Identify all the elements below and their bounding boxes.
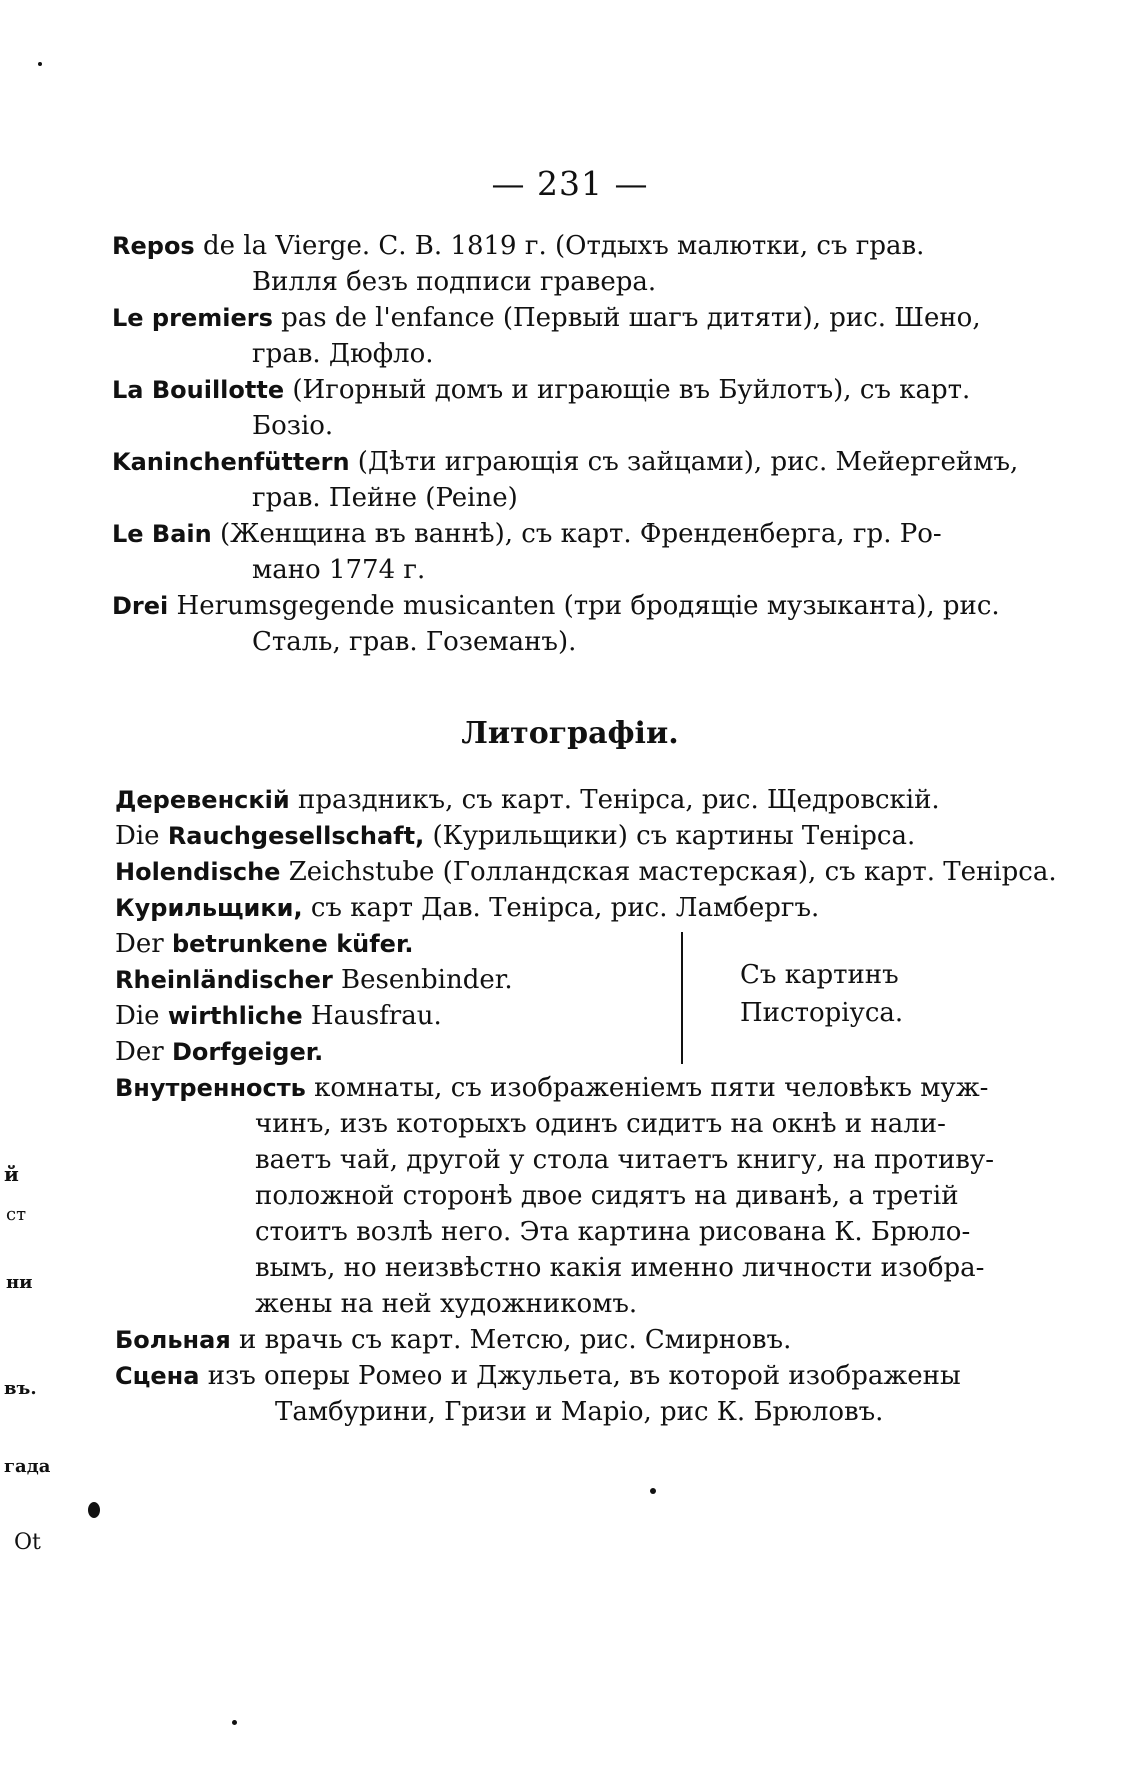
- entry-keyword: Le premiers: [112, 304, 273, 332]
- bracket-note-line: Пистоpіуса.: [740, 998, 904, 1028]
- entry-keyword: Holendische: [115, 858, 281, 886]
- litho-entry-scene: [115, 1358, 975, 1430]
- entry-continuation: вымъ, но неизвѣстно какія именно личности изобра-: [255, 1253, 985, 1283]
- margin-fragment: ни: [6, 1272, 33, 1293]
- section-heading: Литографіи.: [461, 716, 679, 751]
- litho-entry-3: [115, 854, 1057, 890]
- margin-fragment: въ.: [4, 1378, 37, 1399]
- entry-text: Herumsgegende musicanten (три бродящіе музыканта), рис.: [168, 591, 1000, 621]
- entry-text: pas de l'enfance (Первый шагъ дитяти), рис. Шено,: [272, 303, 981, 333]
- entry-continuation: грав. Пейне (Peine): [252, 483, 518, 513]
- entry-repos: [112, 228, 972, 300]
- lithographs-list: [115, 782, 1057, 1430]
- entry-continuation: Бозіо.: [252, 411, 334, 441]
- entry-continuation: жены на ней художникомъ.: [255, 1289, 638, 1319]
- group-item-keyword: wirthliche: [167, 1002, 303, 1030]
- group-item-prefix: Der: [115, 1037, 172, 1067]
- entry-bouillotte: [112, 372, 972, 444]
- entry-continuation: грав. Дюфло.: [252, 339, 434, 369]
- entry-bain: [112, 516, 972, 588]
- entry-kaninchen: [112, 444, 1019, 516]
- ink-speck: [38, 62, 42, 66]
- entry-keyword: Курильщики,: [115, 894, 303, 922]
- margin-fragment: й: [4, 1162, 19, 1186]
- ink-speck: [88, 1502, 100, 1518]
- entry-continuation: Вилля безъ подписи гравера.: [252, 267, 657, 297]
- entry-keyword: Деревенскій: [115, 786, 290, 814]
- entry-keyword: Сцена: [115, 1362, 200, 1390]
- group-item-prefix: Die: [115, 1001, 168, 1031]
- margin-fragment: Ot: [14, 1530, 41, 1555]
- entry-keyword: Внутренность: [115, 1074, 306, 1102]
- entry-continuation: ваетъ чай, другой у стола читаетъ книгу, на противу-: [255, 1145, 995, 1175]
- entry-text: комнаты, съ изображеніемъ пяти человѣкъ муж-: [305, 1073, 989, 1103]
- entry-text: съ карт Дав. Тенірса, рис. Ламбергъ.: [302, 893, 820, 923]
- entry-keyword: Rauchgesellschaft,: [167, 822, 425, 850]
- entry-text: изъ оперы Ромео и Джульета, въ которой изображены: [199, 1361, 961, 1391]
- entry-continuation: положной сторонѣ двое сидятъ на диванѣ, а третій: [255, 1181, 959, 1211]
- bracket-note: [740, 956, 903, 1032]
- litho-entry-1: [115, 782, 975, 818]
- margin-fragment: гада: [4, 1456, 51, 1477]
- group-item: [115, 1034, 975, 1070]
- litho-entry-interior: [115, 1070, 995, 1322]
- entry-keyword: Repos: [112, 232, 195, 260]
- group-item-text: Hausfrau.: [302, 1001, 442, 1031]
- page-number: — 231 —: [491, 164, 649, 203]
- entry-premiers: [112, 300, 981, 372]
- ink-speck: [232, 1720, 237, 1725]
- entry-keyword: Le Bain: [112, 520, 212, 548]
- group-item-keyword: Dorfgeiger.: [171, 1038, 324, 1066]
- entry-text: и врачь съ карт. Метсю, рис. Смирновъ.: [230, 1325, 792, 1355]
- group-item-keyword: betrunkene küfer.: [171, 930, 414, 958]
- litho-entry-4: [115, 890, 975, 926]
- entry-text: (Дѣти играющія съ зайцами), рис. Мейергеймъ,: [349, 447, 1019, 477]
- entry-continuation: стоитъ возлѣ него. Эта картина рисована К. Брюло-: [255, 1217, 971, 1247]
- entry-text: (Игорный домъ и играющіе въ Буйлотъ), съ карт.: [284, 375, 971, 405]
- entry-text: de la Vierge. С. В. 1819 г. (Отдыхъ малютки, съ грав.: [194, 231, 925, 261]
- entry-continuation: Тамбурини, Гризи и Маріо, рис К. Брюловъ.: [275, 1397, 884, 1427]
- entry-text: Zeichstube (Голландская мастерская), съ карт. Тенірса.: [280, 857, 1057, 887]
- entry-drei: [112, 588, 1000, 660]
- group-item-prefix: Der: [115, 929, 172, 959]
- entry-continuation: чинъ, изъ которыхъ одинъ сидитъ на окнѣ и нали-: [255, 1109, 946, 1139]
- entry-text: праздникъ, съ карт. Тенірса, рис. Щедровскій.: [289, 785, 940, 815]
- entry-text: (Женщина въ ваннѣ), съ карт. Френденберга, гр. Ро-: [211, 519, 942, 549]
- entry-keyword: La Bouillotte: [112, 376, 285, 404]
- entry-keyword: Kaninchenfüttern: [112, 448, 350, 476]
- entry-keyword: Drei: [112, 592, 169, 620]
- entry-text: (Курильщики) съ картины Тенірса.: [424, 821, 916, 851]
- entry-continuation: мано 1774 г.: [252, 555, 426, 585]
- entry-prefix: Die: [115, 821, 168, 851]
- entry-keyword: Больная: [115, 1326, 231, 1354]
- group-item-keyword: Rheinländischer: [115, 966, 333, 994]
- bracket-line: [681, 932, 683, 1064]
- ink-speck: [650, 1488, 656, 1494]
- engravings-list: [112, 228, 1019, 660]
- group-item-text: Besenbinder.: [332, 965, 513, 995]
- litho-entry-2: [115, 818, 975, 854]
- bracket-group: [115, 926, 975, 1070]
- margin-fragment: ст: [6, 1204, 27, 1225]
- litho-entry-sick: [115, 1322, 975, 1358]
- entry-continuation: Сталь, грав. Гоземанъ).: [252, 627, 577, 657]
- bracket-note-line: Съ картинъ: [740, 960, 899, 990]
